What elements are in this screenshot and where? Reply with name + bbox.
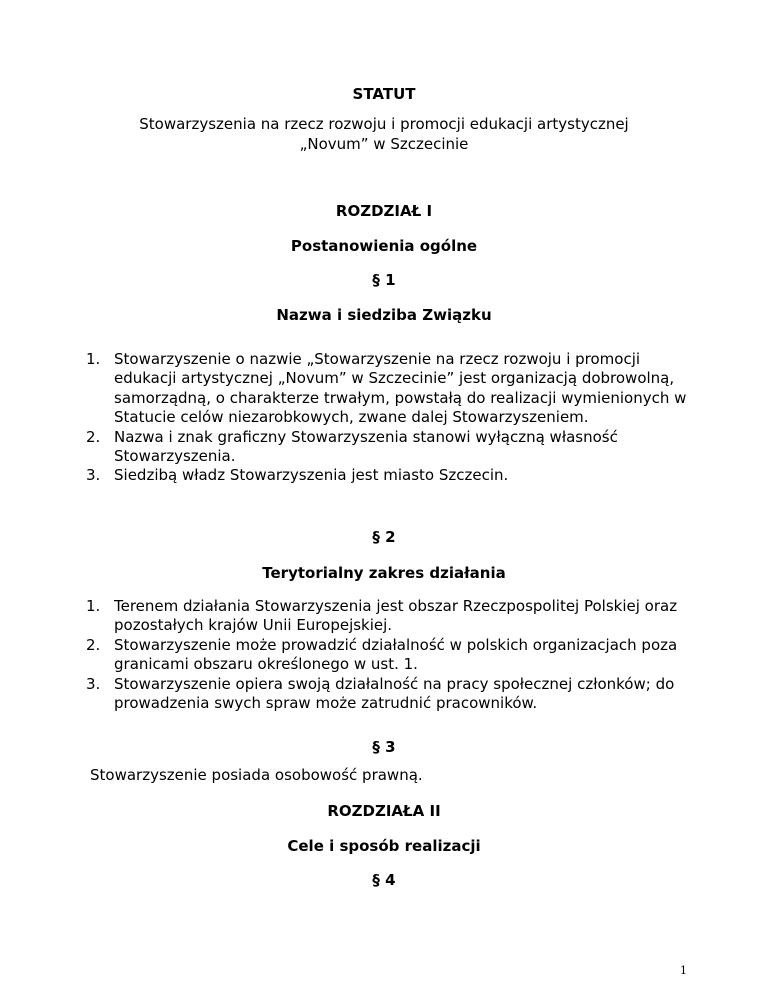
list-item-number: 3. [86,674,101,693]
chapter2-subheading: Cele i sposób realizacji [287,837,481,855]
section2-list [86,597,706,713]
section1-list [86,350,706,486]
list-item [86,466,706,485]
section3-mark: § 3 [372,738,396,756]
section3-text: Stowarzyszenie posiada osobowość prawną. [90,766,423,784]
document-title: STATUT [352,85,416,103]
list-item-number: 1. [86,350,101,368]
chapter1-heading: ROZDZIAŁ I [335,202,433,220]
document-subtitle-line2: „Novum” w Szczecinie [299,135,469,153]
list-item-text: Stowarzyszenie opiera swoją działalność na pracy społecznej członków; do prowadzenia swych spraw może zatrudnić pracowników. [114,674,675,713]
list-item [86,428,706,467]
section1-title: Nazwa i siedziba Związku [276,306,492,324]
list-item [86,350,706,428]
document-subtitle-line1: Stowarzyszenia na rzecz rozwoju i promocji edukacji artystycznej [139,115,629,133]
chapter1-subheading: Postanowienia ogólne [290,237,478,255]
list-item [86,636,706,675]
list-item-number: 3. [86,466,101,485]
list-item [86,597,706,636]
chapter2-heading: ROZDZIAŁA II [327,802,441,820]
list-item [86,675,706,714]
list-item-number: 2. [86,427,101,446]
list-item-number: 1. [86,597,101,615]
section4-mark: § 4 [372,871,396,889]
list-item-text: Nazwa i znak graficzny Stowarzyszenia stanowi wyłączną własność Stowarzyszenia. [114,427,618,466]
list-item-text: Siedzibą władz Stowarzyszenia jest miasto Szczecin. [114,466,509,485]
list-item-number: 2. [86,635,101,654]
section2-mark: § 2 [372,528,396,546]
list-item-text: Stowarzyszenie o nazwie „Stowarzyszenie na rzecz rozwoju i promocji edukacji artystycznej „Novum” w Szczecinie” jest organizacją dobrowolną, samorządną, o charakterze trwałym, powstałą do realizacji wymienionych w Statucie celów niezarobkowych, zwane dalej Stowarzyszeniem. [114,350,687,427]
list-item-text: Stowarzyszenie może prowadzić działalność w polskich organizacjach poza granicami obszaru określonego w ust. 1. [114,635,678,674]
list-item-text: Terenem działania Stowarzyszenia jest obszar Rzeczpospolitej Polskiej oraz pozostałych krajów Unii Europejskiej. [114,597,678,635]
page-number: 1 [680,964,687,977]
section2-title: Terytorialny zakres działania [262,564,506,582]
section1-mark: § 1 [372,271,396,289]
